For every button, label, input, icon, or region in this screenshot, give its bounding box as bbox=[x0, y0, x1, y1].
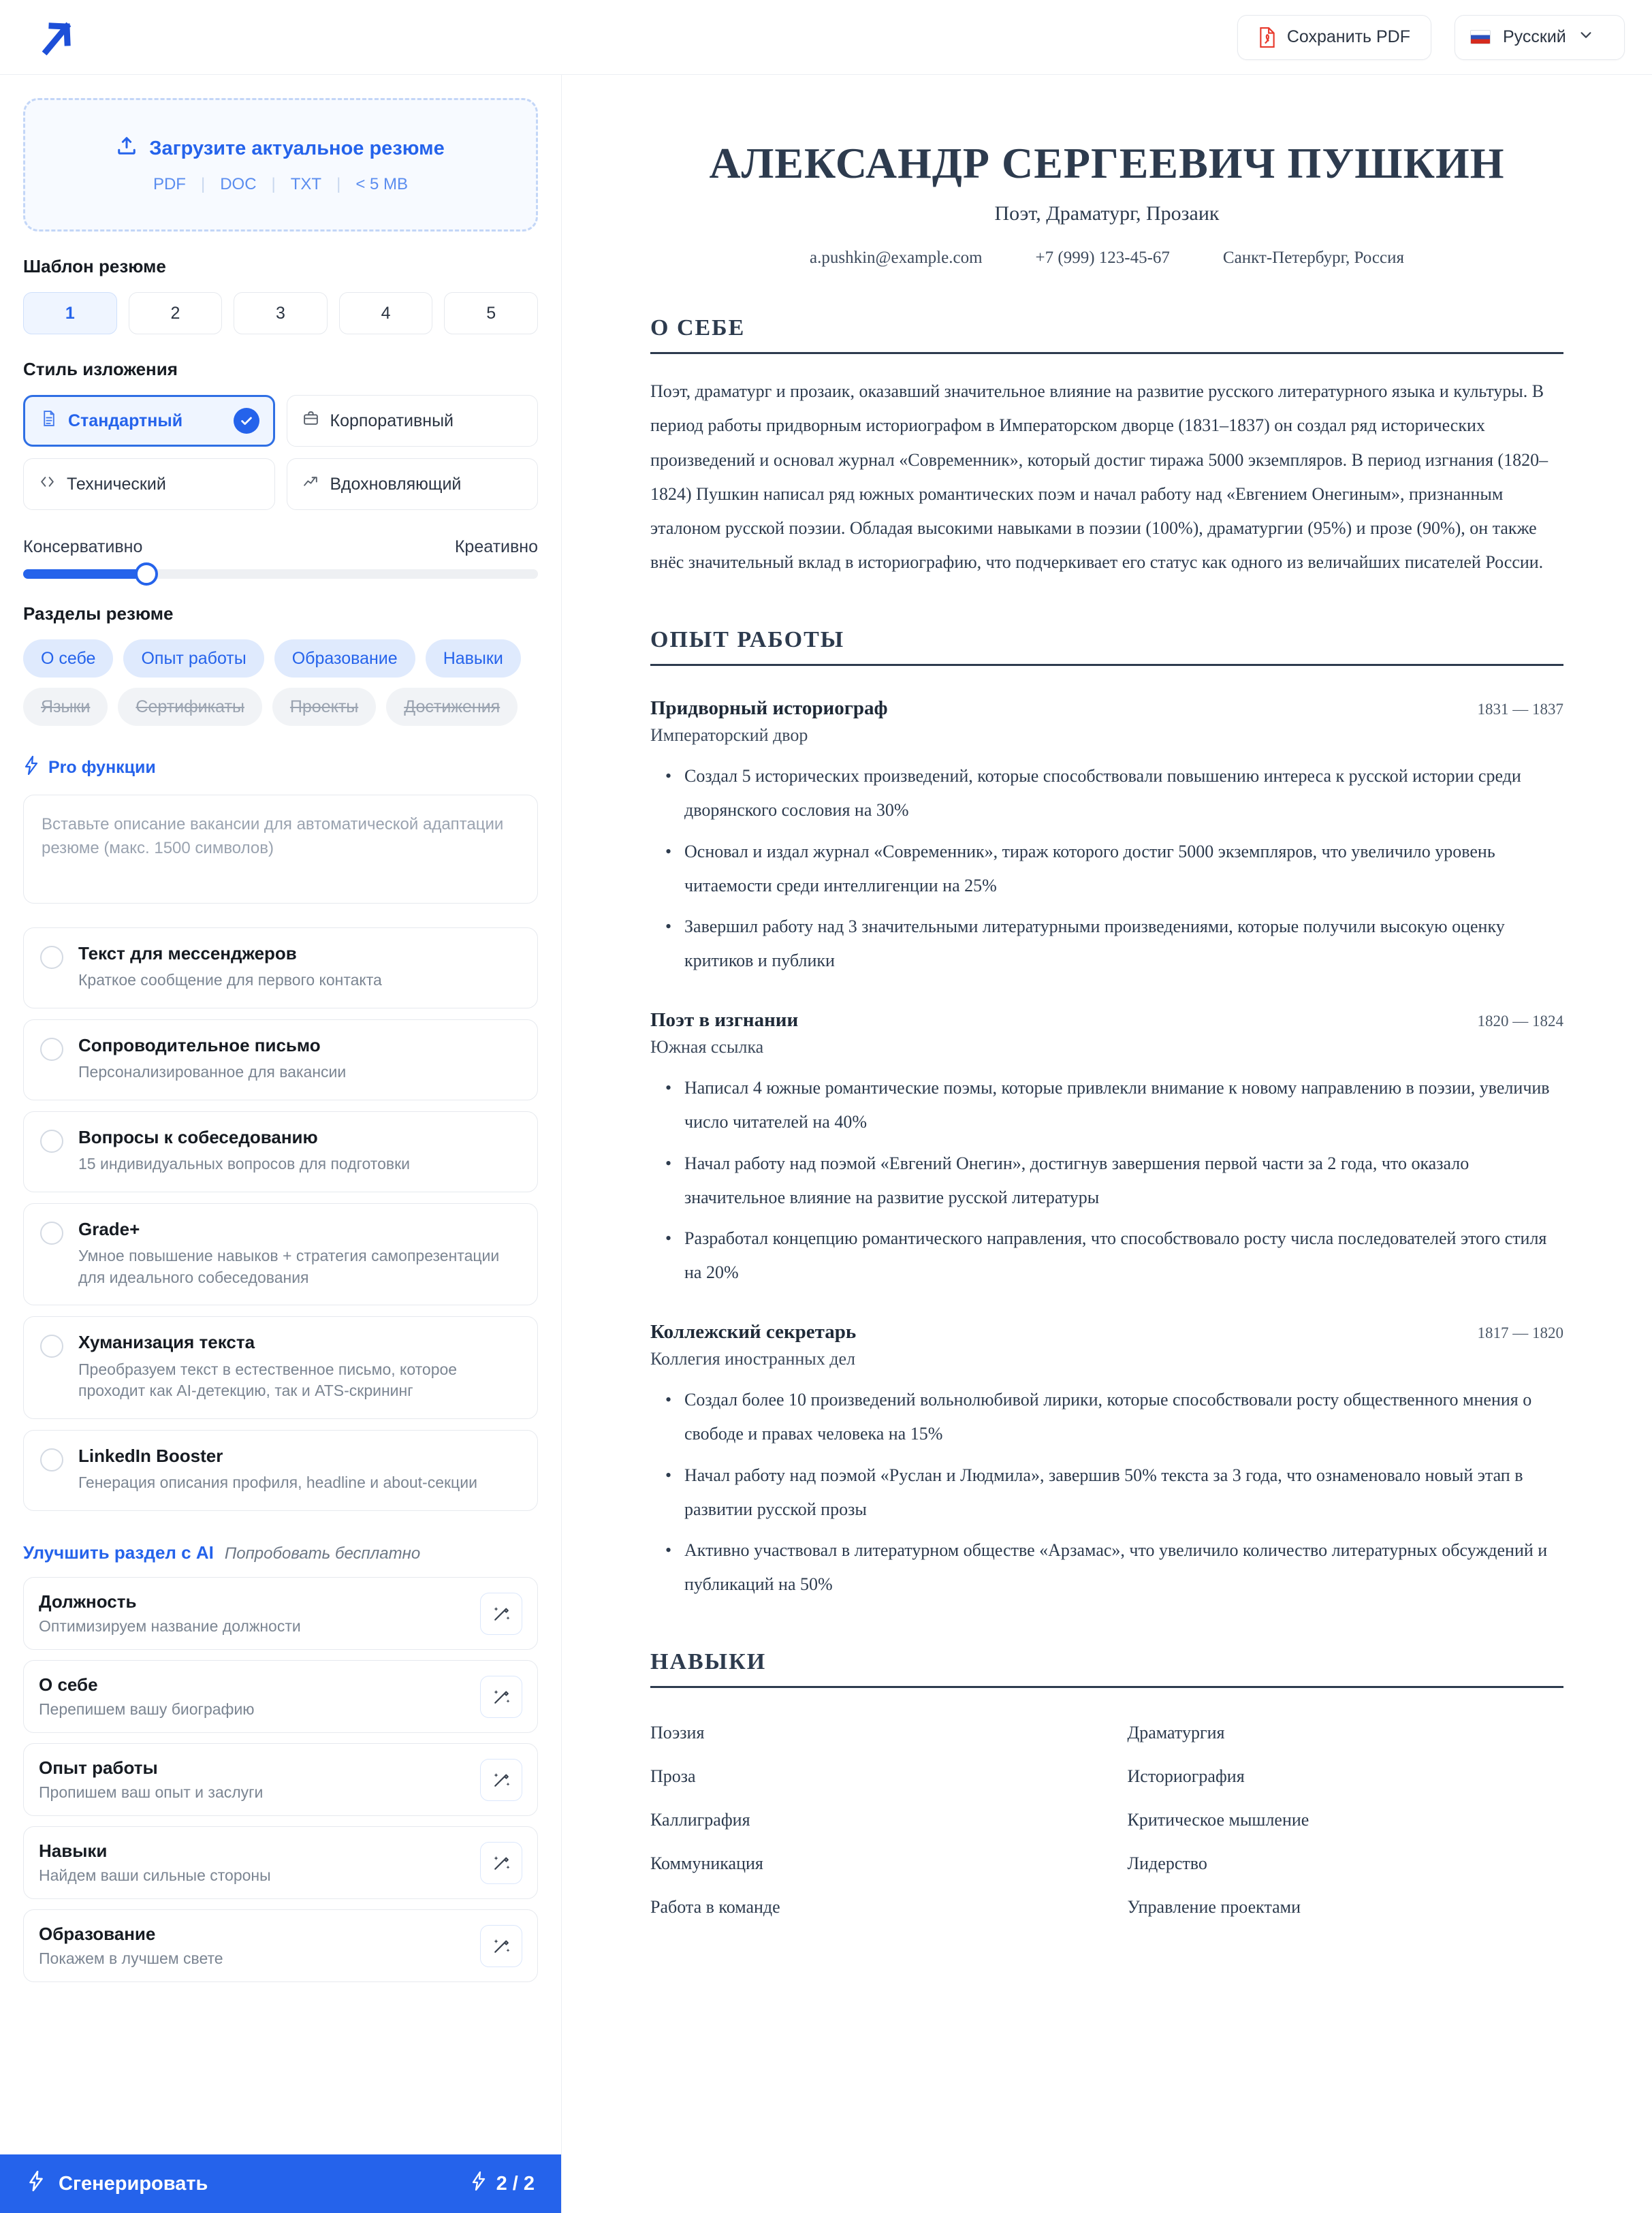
ai-row-skills[interactable] bbox=[23, 1826, 538, 1899]
experience-bullet: • Начал работу над поэмой «Евгений Онегин», достигнув завершения первой части за 2 года, что оказало значительное влияние на развитие русской литературы bbox=[650, 1147, 1563, 1215]
tone-slider-handle[interactable] bbox=[135, 562, 158, 586]
option-cover-letter-title: Сопроводительное письмо bbox=[78, 1034, 321, 1055]
experience-bullets bbox=[650, 1383, 1563, 1602]
experience-entry bbox=[650, 1009, 1563, 1290]
option-cover-letter-desc: Персонализированное для вакансии bbox=[78, 1063, 347, 1081]
resume-job-title: Поэт, Драматург, Прозаик bbox=[994, 202, 1220, 225]
skill-item: Коммуникация bbox=[650, 1853, 763, 1874]
experience-entry-header bbox=[650, 1321, 1563, 1343]
style-option-technical[interactable] bbox=[23, 458, 275, 510]
template-option-2[interactable]: 2 bbox=[129, 292, 223, 334]
experience-dates: 1817 — 1820 bbox=[1477, 1324, 1563, 1342]
section-chip-achievements[interactable]: Достижения bbox=[386, 688, 518, 726]
magic-wand-icon[interactable] bbox=[480, 1759, 522, 1801]
option-interview-questions-title: Вопросы к собеседованию bbox=[78, 1126, 318, 1147]
check-icon bbox=[234, 408, 259, 434]
experience-entry-header bbox=[650, 697, 1563, 720]
ai-row-experience[interactable] bbox=[23, 1743, 538, 1816]
resume-page bbox=[562, 75, 1652, 2213]
experience-role: Поэт в изгнании bbox=[650, 1009, 799, 1032]
section-chip-skills[interactable]: Навыки bbox=[426, 639, 521, 678]
language-selector[interactable] bbox=[1455, 15, 1625, 60]
experience-bullet: • Активно участвовал в литературном обществе «Арзамас», что увеличило количество литературных обсуждений и публикаций на 50% bbox=[650, 1533, 1563, 1602]
magic-wand-icon[interactable] bbox=[480, 1593, 522, 1635]
ai-row-position[interactable] bbox=[23, 1577, 538, 1650]
upload-title-row bbox=[116, 136, 444, 161]
resume-skills-heading: НАВЫКИ bbox=[650, 1649, 767, 1675]
ai-row-education-title: Образование bbox=[39, 1924, 156, 1944]
style-option-corporate[interactable] bbox=[287, 395, 539, 447]
option-messenger-text[interactable] bbox=[23, 927, 538, 1008]
ai-row-about-title: О себе bbox=[39, 1674, 98, 1695]
resume-email: a.pushkin@example.com bbox=[810, 249, 983, 268]
upload-format-doc: DOC bbox=[220, 175, 257, 193]
app-header bbox=[0, 0, 1652, 75]
option-cover-letter[interactable] bbox=[23, 1019, 538, 1100]
experience-bullet: • Завершил работу над 3 значительными литературными произведениями, которые получили высокую оценку критиков и публики bbox=[650, 910, 1563, 978]
resume-phone: +7 (999) 123-45-67 bbox=[1035, 249, 1170, 268]
ai-row-education[interactable] bbox=[23, 1909, 538, 1982]
radio-icon[interactable] bbox=[40, 1222, 63, 1245]
template-option-5[interactable]: 5 bbox=[444, 292, 538, 334]
credits-counter bbox=[471, 2171, 535, 2196]
header-actions bbox=[1237, 15, 1625, 60]
experience-entry-header bbox=[650, 1009, 1563, 1032]
upload-title: Загрузите актуальное резюме bbox=[149, 137, 445, 159]
magic-wand-icon[interactable] bbox=[480, 1676, 522, 1718]
ai-row-experience-desc: Пропишем ваш опыт и заслуги bbox=[39, 1783, 264, 1801]
resume-experience-heading: ОПЫТ РАБОТЫ bbox=[650, 627, 845, 653]
lightning-bolt-icon bbox=[27, 2171, 45, 2197]
generate-label-group bbox=[27, 2171, 208, 2197]
experience-organization: Императорский двор bbox=[650, 725, 808, 746]
pro-features-header[interactable] bbox=[23, 756, 538, 780]
experience-bullets bbox=[650, 1071, 1563, 1290]
style-option-standard-label: Стандартный bbox=[68, 411, 183, 430]
resume-about-text: Поэт, драматург и прозаик, оказавший значительное влияние на развитие русского литературного языка и культуры. В период работы придворным историографом в Императорском дворце (1831–1837) он создал ряд исторических произведений и основал журнал «Современник», который достиг тиража 5000 экземпляров. В период изгнания (1820–1824) Пушкин написал ряд южных романтических поэм и начал работу над «Евгением Онегиным», признанным эталоном русской поэзии. Обладая высокими навыками в поэзии (100%), драматургии (95%) и прозе (90%), он также внёс значительный вклад в историографию, что подчеркивает его статус как одного из величайших писателей России. bbox=[650, 381, 1548, 573]
upload-formats: PDF | DOC | TXT | < 5 MB bbox=[153, 175, 409, 193]
experience-entry bbox=[650, 697, 1563, 978]
experience-bullet: • Разработал концепцию романтического направления, что способствовало росту числа последователей этого стиля на 20% bbox=[650, 1222, 1563, 1290]
tone-slider-labels bbox=[23, 537, 538, 557]
skill-item: Каллиграфия bbox=[650, 1810, 750, 1830]
experience-organization: Южная ссылка bbox=[650, 1037, 764, 1057]
experience-dates: 1831 — 1837 bbox=[1477, 701, 1563, 718]
radio-icon[interactable] bbox=[40, 1130, 63, 1153]
experience-role: Коллежский секретарь bbox=[650, 1321, 857, 1343]
document-icon bbox=[40, 410, 57, 432]
language-label: Русский bbox=[1503, 27, 1566, 46]
option-messenger-text-title: Текст для мессенджеров bbox=[78, 943, 297, 964]
style-option-technical-label: Технический bbox=[67, 474, 166, 494]
radio-icon[interactable] bbox=[40, 1038, 63, 1061]
section-chip-education[interactable]: Образование bbox=[274, 639, 415, 678]
option-grade-plus-title: Grade+ bbox=[78, 1218, 140, 1239]
skill-item: Управление проектами bbox=[1127, 1897, 1301, 1917]
radio-icon[interactable] bbox=[40, 946, 63, 969]
skill-item: Историография bbox=[1127, 1766, 1245, 1787]
briefcase-icon bbox=[302, 410, 319, 432]
upload-dropzone[interactable] bbox=[23, 98, 538, 232]
tone-slider-min-label: Консервативно bbox=[23, 537, 143, 556]
ai-row-about-desc: Перепишем вашу биографию bbox=[39, 1700, 255, 1718]
lightning-bolt-icon bbox=[23, 756, 39, 780]
ai-improve-subtitle: Попробовать бесплатно bbox=[224, 1544, 421, 1563]
app-logo-icon[interactable] bbox=[27, 16, 80, 59]
resume-location: Санкт-Петербург, Россия bbox=[1222, 249, 1404, 268]
upload-format-txt: TXT bbox=[290, 175, 322, 193]
code-brackets-icon bbox=[39, 473, 56, 495]
trending-up-icon bbox=[302, 473, 319, 495]
style-option-corporate-label: Корпоративный bbox=[330, 411, 454, 430]
experience-role: Придворный историограф bbox=[650, 697, 888, 720]
section-divider bbox=[650, 1686, 1563, 1688]
ai-improve-title[interactable]: Улучшить раздел с AI bbox=[23, 1542, 214, 1563]
option-messenger-text-desc: Краткое сообщение для первого контакта bbox=[78, 971, 382, 989]
ai-improve-header bbox=[23, 1542, 538, 1563]
upload-max-size: < 5 MB bbox=[355, 175, 409, 193]
option-humanize-text[interactable] bbox=[23, 1316, 538, 1419]
ai-improve-rows bbox=[23, 1577, 538, 1982]
skill-item: Работа в команде bbox=[650, 1897, 780, 1917]
lightning-bolt-icon bbox=[471, 2171, 487, 2196]
resume-name: АЛЕКСАНДР СЕРГЕЕВИЧ ПУШКИН bbox=[709, 139, 1505, 187]
option-grade-plus-desc: Умное повышение навыков + стратегия самопрезентации для идеального собеседования bbox=[78, 1246, 500, 1286]
resume-about-heading: О СЕБЕ bbox=[650, 315, 746, 341]
skill-item: Проза bbox=[650, 1766, 696, 1787]
save-pdf-button[interactable] bbox=[1237, 15, 1431, 60]
save-pdf-label: Сохранить PDF bbox=[1286, 27, 1410, 46]
template-option-3[interactable]: 3 bbox=[234, 292, 328, 334]
skill-item: Лидерство bbox=[1127, 1853, 1207, 1874]
section-chip-experience[interactable]: Опыт работы bbox=[123, 639, 264, 678]
section-divider bbox=[650, 664, 1563, 666]
ai-row-skills-desc: Найдем ваши сильные стороны bbox=[39, 1866, 271, 1884]
style-option-standard[interactable] bbox=[23, 395, 275, 447]
ai-row-position-desc: Оптимизируем название должности bbox=[39, 1617, 301, 1635]
generate-button[interactable] bbox=[0, 2154, 562, 2213]
generate-label: Сгенерировать bbox=[59, 2172, 208, 2195]
russia-flag-icon bbox=[1470, 30, 1491, 44]
experience-bullet: • Написал 4 южные романтические поэмы, которые привлекли внимание к новому направлению в поэзии, увеличив число читателей на 40% bbox=[650, 1071, 1563, 1139]
resume-skills-grid bbox=[650, 1711, 1563, 1929]
experience-entry bbox=[650, 1321, 1563, 1602]
magic-wand-icon[interactable] bbox=[480, 1842, 522, 1884]
style-selector bbox=[23, 395, 538, 510]
template-option-1[interactable]: 1 bbox=[23, 292, 117, 334]
pro-options-list bbox=[23, 927, 538, 1511]
option-linkedin-booster-title: LinkedIn Booster bbox=[78, 1446, 223, 1467]
experience-bullet: • Создал более 10 произведений вольнолюбивой лирики, которые способствовали росту общественного мнения о свободе и правах человека на 15% bbox=[650, 1383, 1563, 1451]
ai-row-education-desc: Покажем в лучшем свете bbox=[39, 1949, 223, 1967]
experience-bullet: • Создал 5 исторических произведений, которые способствовали повышению интереса к русской истории среди дворянского сословия на 30% bbox=[650, 759, 1563, 827]
section-chip-languages[interactable]: Языки bbox=[23, 688, 108, 726]
style-option-inspiring[interactable] bbox=[287, 458, 539, 510]
experience-bullet: • Начал работу над поэмой «Руслан и Людмила», завершив 50% текста за 3 года, что ознаменовало новый этап в развитии русской прозы bbox=[650, 1459, 1563, 1527]
resume-preview-canvas bbox=[562, 75, 1652, 2213]
sections-label: Разделы резюме bbox=[23, 603, 174, 624]
skill-item: Драматургия bbox=[1127, 1723, 1225, 1743]
settings-sidebar bbox=[0, 75, 562, 2213]
resume-contacts bbox=[650, 249, 1563, 268]
option-linkedin-booster-desc: Генерация описания профиля, headline и about-секции bbox=[78, 1474, 477, 1492]
style-option-inspiring-label: Вдохновляющий bbox=[330, 474, 462, 494]
upload-icon bbox=[116, 136, 137, 161]
section-chip-projects[interactable]: Проекты bbox=[272, 688, 376, 726]
option-humanize-text-title: Хуманизация текста bbox=[78, 1332, 255, 1353]
template-section-label: Шаблон резюме bbox=[23, 256, 166, 276]
ai-row-skills-title: Навыки bbox=[39, 1841, 108, 1861]
radio-icon[interactable] bbox=[40, 1335, 63, 1358]
template-option-4[interactable]: 4 bbox=[339, 292, 433, 334]
option-humanize-text-desc: Преобразуем текст в естественное письмо, которое проходит как AI-детекцию, так и ATS-скрининг bbox=[78, 1360, 458, 1400]
magic-wand-icon[interactable] bbox=[480, 1925, 522, 1967]
job-description-input[interactable] bbox=[23, 795, 538, 904]
section-chip-certificates[interactable]: Сертификаты bbox=[118, 688, 262, 726]
tone-slider[interactable] bbox=[23, 569, 538, 579]
section-chip-about[interactable]: О себе bbox=[23, 639, 113, 678]
pdf-file-icon bbox=[1258, 27, 1276, 48]
option-linkedin-booster[interactable] bbox=[23, 1430, 538, 1511]
style-section-label: Стиль изложения bbox=[23, 359, 178, 379]
resume-sections-chips bbox=[23, 639, 538, 726]
pro-features-label: Pro функции bbox=[48, 758, 156, 777]
tone-slider-max-label: Креативно bbox=[454, 537, 538, 556]
app-body bbox=[0, 75, 1652, 2213]
upload-format-pdf: PDF bbox=[153, 175, 186, 193]
ai-row-about[interactable] bbox=[23, 1660, 538, 1733]
ai-row-experience-title: Опыт работы bbox=[39, 1757, 158, 1778]
experience-organization: Коллегия иностранных дел bbox=[650, 1349, 856, 1369]
experience-bullet: • Основал и издал журнал «Современник», тираж которого достиг 5000 экземпляров, что увеличило уровень читаемости среди интеллигенции на 25% bbox=[650, 835, 1563, 903]
template-selector bbox=[23, 292, 538, 334]
skill-item: Критическое мышление bbox=[1127, 1810, 1309, 1830]
ai-row-position-title: Должность bbox=[39, 1591, 137, 1612]
option-interview-questions[interactable] bbox=[23, 1111, 538, 1192]
chevron-down-icon bbox=[1578, 27, 1593, 47]
skill-item: Поэзия bbox=[650, 1723, 705, 1743]
experience-bullets bbox=[650, 759, 1563, 978]
radio-icon[interactable] bbox=[40, 1448, 63, 1471]
tone-slider-fill bbox=[23, 569, 146, 579]
section-divider bbox=[650, 352, 1563, 354]
credits-value: 2 / 2 bbox=[496, 2172, 535, 2195]
option-interview-questions-desc: 15 индивидуальных вопросов для подготовки bbox=[78, 1155, 410, 1173]
experience-dates: 1820 — 1824 bbox=[1477, 1013, 1563, 1030]
option-grade-plus[interactable] bbox=[23, 1203, 538, 1306]
